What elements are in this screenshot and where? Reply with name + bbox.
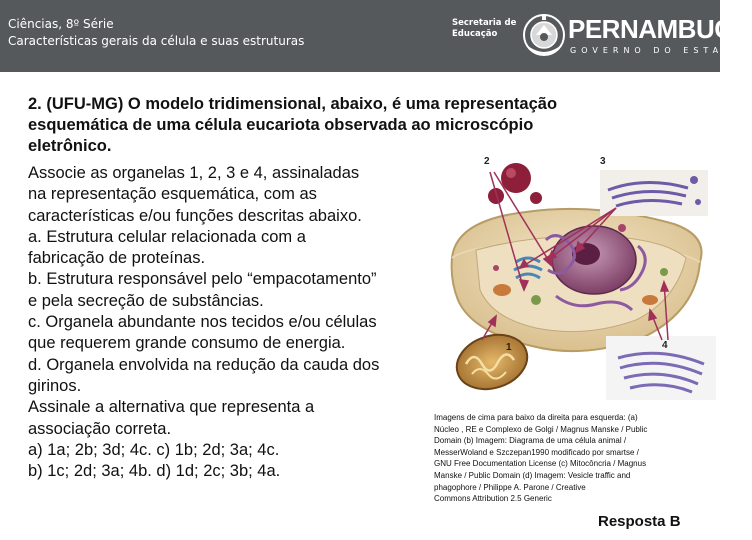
label-2: 2 [484,156,490,167]
label-1: 1 [506,342,512,353]
credit-line: MesserWoland e Szczepan1990 modificado por smartse / [434,447,639,457]
organelle-3-thumbnail [600,170,708,216]
topic-label: Características gerais da célula e suas estruturas [8,34,305,48]
answer-label: Resposta B [598,513,681,530]
secretaria-line2: Educação [452,29,498,39]
credit-line: Commons Attribution 2.5 Generic [434,494,552,504]
secretaria-line1: Secretaria de [452,18,517,28]
body-line: Associe as organelas 1, 2, 3 e 4, assinaladas [28,164,360,182]
brand-subtitle: GOVERNO DO ESTADO [570,46,746,55]
body-line: girinos. [28,376,82,395]
body-line: fabricação de proteínas. [28,249,206,268]
body-line: a. Estrutura celular relacionada com a [28,227,306,246]
brand-name: PERNAMBUCO [568,14,752,44]
body-line: associação correta. [28,419,172,438]
credit-line: phagophore / Philippe A. Parone / Creative [434,482,586,492]
secretaria-logo [452,18,522,54]
question-heading [28,94,628,157]
credit-line: GNU Free Documentation License (c) Mitocôncria / Magnus [434,459,647,469]
image-credits [434,412,718,505]
organelle-2-vesicles [488,163,542,204]
answer-options-line-1: a) 1a; 2b; 3d; 4c. c) 1b; 2d; 3a; 4c. [28,440,280,459]
body-line: na representação esquemática, com as [28,185,317,204]
organelle-4-thumbnail [606,336,716,400]
state-crest-icon [521,12,567,60]
credit-line: Manske / Public Domain (d) Imagem: Vesicle traffic and [434,470,631,480]
header-title [8,16,304,50]
body-line: que requerem grande consumo de energia. [28,334,346,353]
answer-options-line-2: b) 1c; 2d; 3a; 4b. d) 1d; 2c; 3b; 4a. [28,462,281,481]
heading-line: esquemática de uma célula eucariota observada ao microscópio [28,116,534,134]
body-line: Assinale a alternativa que representa a [28,398,315,417]
cell-figure [436,150,720,408]
heading-line: eletrônico. [28,137,112,155]
label-4: 4 [662,340,668,351]
header-banner [0,0,752,72]
body-line: c. Organela abundante nos tecidos e/ou células [28,313,377,332]
credit-line: Núcleo , RE e Complexo de Golgi / Magnus Manske / Public [434,424,648,434]
body-line: características e/ou funções descritas abaixo. [28,206,362,225]
course-label: Ciências, 8º Série [8,17,114,31]
body-line: e pela secreção de substâncias. [28,291,264,310]
heading-line: 2. (UFU-MG) O modelo tridimensional, abaixo, é uma representação [28,95,558,113]
body-line: d. Organela envolvida na redução da cauda dos [28,355,380,374]
credit-line: Imagens de cima para baixo da direita para esquerda: (a) [434,413,638,422]
question-body [28,163,428,482]
eukaryotic-cell-illustration [436,150,720,408]
body-line: b. Estrutura responsável pelo “empacotamento” [28,270,377,289]
credit-line: Domain (b) Imagem: Diagrama de uma célula animal / [434,436,627,446]
label-3: 3 [600,156,606,167]
